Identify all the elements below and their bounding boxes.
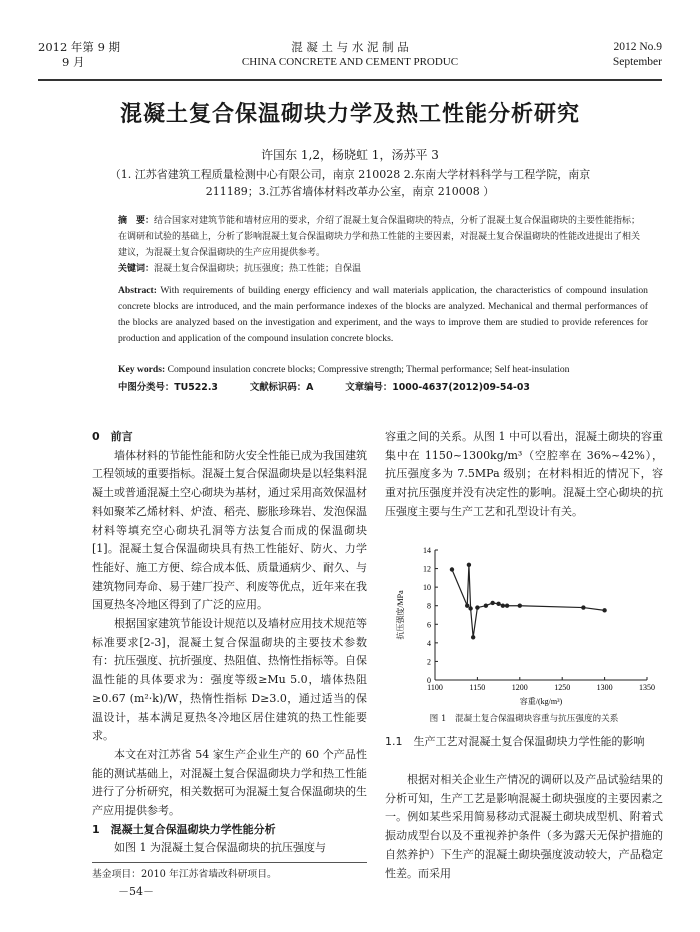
paragraph-4: 如图 1 为混凝土复合保温砌块的抗压强度与 xyxy=(114,841,326,855)
x-tick-label: 1350 xyxy=(639,683,655,692)
keywords-cn-text: 混凝土复合保温砌块；抗压强度；热工性能；自保温 xyxy=(154,264,362,274)
x-tick-label: 1300 xyxy=(596,683,613,692)
x-tick-label: 1250 xyxy=(554,683,571,692)
data-point xyxy=(467,563,471,567)
keywords-cn xyxy=(118,261,648,277)
data-point xyxy=(496,602,500,606)
header-issue-year: 2012 年第 9 期 xyxy=(38,40,121,54)
chart-marks xyxy=(450,563,607,640)
paragraph-2: 根据国家建筑节能设计规范以及墙材应用技术规范等标准要求[2-3]，混凝土复合保温砌块的主要技术参数有：抗压强度、抗折强度、热阻值、热惰性指标等。自保温性能的具体要求为：强度等级≥Mu 5.0，墙体热阻 ≥0.67 (m²·k)/W，热惰性指标 D≥3.0，通过适当的保温设计，基本满足夏热冬冷地区居住建筑的热工性能要求。 xyxy=(92,617,367,743)
journal-name-en: CHINA CONCRETE AND CEMENT PRODUC xyxy=(241,56,459,68)
strength-density-chart xyxy=(385,540,663,715)
y-tick-label: 6 xyxy=(427,620,431,630)
funding-footnote: 基金项目：2010 年江苏省墙改科研项目。 xyxy=(92,862,367,880)
section-0-heading: 0 前言 xyxy=(92,430,133,443)
paragraph-3: 本文在对江苏省 54 家生产企业生产的 60 个产品性能的测试基础上，对混凝土复合保温砌块力学和热工性能进行了分析研究，相关数据可为混凝土复合保温砌块的生产应用提供参考。 xyxy=(92,747,367,818)
section-1-1-heading xyxy=(385,733,663,752)
data-point xyxy=(475,605,479,609)
figure-1 xyxy=(385,540,663,722)
abstract-en xyxy=(118,283,648,347)
section-1-heading: 1 混凝土复合保温砌块力学性能分析 xyxy=(92,822,276,836)
right-column-top xyxy=(385,428,663,522)
chart-axes xyxy=(423,546,655,692)
classification-line xyxy=(118,380,648,396)
y-tick-label: 0 xyxy=(427,676,431,685)
header-issue-month: 9 月 xyxy=(62,55,85,69)
abstract-cn-text: 结合国家对建筑节能和墙材应用的要求，介绍了混凝土复合保温砌块的特点，分析了混凝土复合保温砌块的主要性能指标；在调研和试验的基础上，分析了影响混凝土复合保温砌块力学和热工性能的主要因素，对混凝土复合保温砌块的性能改进提出了相关建议，为混凝土复合保温砌块的生产应用提供参考。 xyxy=(118,216,641,258)
paragraph-1: 墙体材料的节能性能和防火安全性能已成为我国建筑工程领域的重要指标。混凝土复合保温砌块是以轻集料混凝土或普通混凝土空心砌块为基材，通过采用高效保温材料如聚苯乙烯材料、炉渣、稻壳、膨胀珍珠岩、发泡保温材料等填充空心砌块孔洞等方法复合而成的保温砌块[1]。混凝土复合保温砌块具有热工性能好、防火、力学性能好、施工方便、综合成本低、质量通病少、耐久、与建筑物同寿命、易于建厂投产、利废等优点，近年来在我国夏热冬冷地区得到了广泛的应用。 xyxy=(92,448,367,612)
y-tick-label: 4 xyxy=(427,638,431,648)
affiliations xyxy=(100,166,600,200)
abstract-cn-label: 摘 要： xyxy=(118,216,155,226)
left-column xyxy=(92,428,367,858)
y-axis-label: 抗压强度/MPa xyxy=(396,590,405,640)
paper-title: 混凝土复合保温砌块力学及热工性能分析研究 xyxy=(119,102,580,127)
running-header xyxy=(38,40,662,80)
data-point xyxy=(490,601,494,605)
data-point xyxy=(518,604,522,608)
article-number: 文章编号：1000-4637(2012)09-54-03 xyxy=(345,382,530,393)
data-point xyxy=(602,608,606,612)
header-journal xyxy=(38,40,662,70)
data-point xyxy=(468,606,472,610)
keywords-en xyxy=(118,362,648,378)
paragraph-4-continued: 容重之间的关系。从图 1 中可以看出，混凝土砌块的容重集中在 1150~1300kg/m³（空腔率在 36%~42%），抗压强度多为 7.5MPa 级别；在材料相近的情况下，容重对抗压强度并没有决定性的影响。混凝土空心砌块的抗压强度主要与生产工艺和孔型设计有关。 xyxy=(385,430,663,518)
data-point xyxy=(471,635,475,639)
affiliation-line-1: （1. 江苏省建筑工程质量检测中心有限公司，南京 210028 2.东南大学材料科学与工程学院，南京 xyxy=(109,168,591,181)
authors: 许国东 1,2，杨晓虹 1，汤苏平 3 xyxy=(261,148,439,162)
header-issue-no: 2012 No.9 xyxy=(613,41,662,53)
page-number: －54－ xyxy=(118,885,154,898)
header-month-en: September xyxy=(612,56,662,68)
keywords-en-text: Compound insulation concrete blocks; Compressive strength; Thermal performance; Self heat-insulation xyxy=(167,364,570,375)
data-point xyxy=(484,604,488,608)
data-point xyxy=(501,604,505,608)
section-1-1-title: 1.1 生产工艺对混凝土复合保温砌块力学性能的影响 xyxy=(385,735,645,748)
figure-1-caption: 图 1 混凝土复合保温砌块容重与抗压强度的关系 xyxy=(429,714,619,724)
header-rule xyxy=(38,79,662,81)
right-column-bottom xyxy=(385,771,663,883)
header-issue-en xyxy=(613,40,662,70)
data-point xyxy=(450,567,454,571)
x-tick-label: 1100 xyxy=(427,683,443,692)
y-tick-label: 2 xyxy=(427,657,431,667)
abstract-cn xyxy=(118,213,648,261)
data-point xyxy=(505,604,509,608)
journal-name-cn: 混 凝 土 与 水 泥 制 品 xyxy=(291,40,409,54)
paragraph-5: 根据对相关企业生产情况的调研以及产品试验结果的分析可知，生产工艺是影响混凝土砌块强度的主要因素之一。例如某些采用简易移动式混凝土砌块成型机、附着式振动成型台以及不重视养护条件（多为露天无保护措施的自然养护）下生产的混凝土砌块强度波动较大，产品稳定性差。而采用 xyxy=(385,773,663,880)
clc-number: 中图分类号：TU522.3 xyxy=(118,382,218,393)
document-code: 文献标识码：A xyxy=(249,382,314,393)
keywords-en-label: Key words: xyxy=(118,364,166,375)
x-tick-label: 1200 xyxy=(511,683,528,692)
y-tick-label: 14 xyxy=(423,546,431,555)
data-point xyxy=(581,605,585,609)
keywords-cn-label: 关键词： xyxy=(118,264,155,274)
y-tick-label: 10 xyxy=(423,583,431,593)
x-axis-label: 容重/(kg/m³) xyxy=(519,697,563,706)
affiliation-line-2: 211189；3.江苏省墙体材料改革办公室，南京 210008 ） xyxy=(205,185,495,198)
y-tick-label: 12 xyxy=(423,564,431,574)
y-tick-label: 8 xyxy=(427,601,431,611)
series-line xyxy=(452,565,605,637)
x-tick-label: 1150 xyxy=(469,683,486,692)
data-point xyxy=(465,604,469,608)
abstract-en-label: Abstract: xyxy=(118,285,157,296)
abstract-en-text: With requirements of building energy efficiency and wall materials application, the characteristics of compound insulation concrete blocks are introduced, and the main performance indexes of the blocks are analyzed. Mechanical and thermal performances of the blocks are analyzed based on the investigation and experiment, and the ways to improve them are studied to provide references for production and application of the compound insulation concrete blocks. xyxy=(118,285,648,344)
